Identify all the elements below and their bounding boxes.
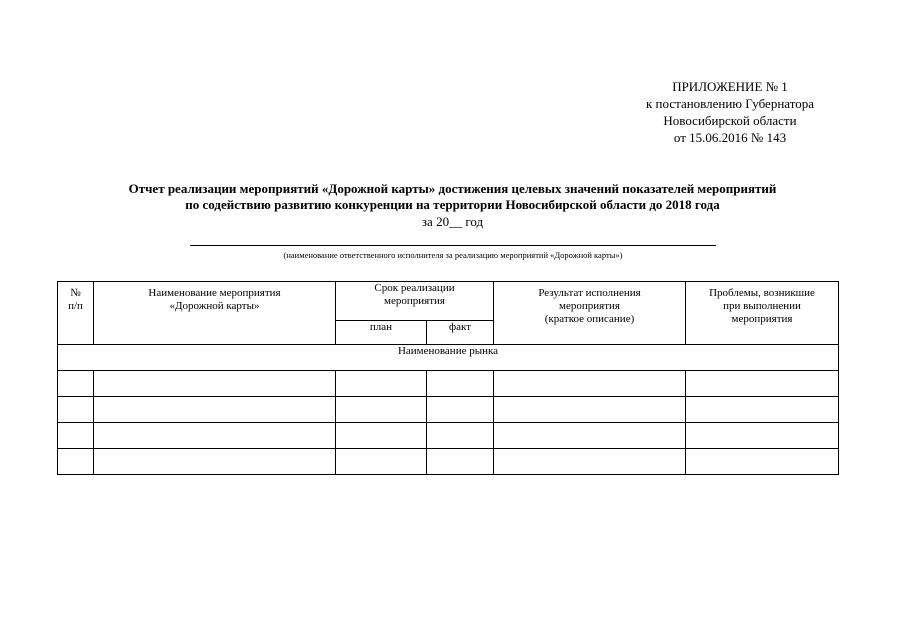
table-cell[interactable]	[58, 449, 94, 475]
report-period: за 20__ год	[421, 214, 484, 229]
table-cell[interactable]	[494, 423, 686, 449]
responsible-signature-line	[190, 245, 716, 246]
header-fact: факт	[427, 321, 494, 345]
table-cell[interactable]	[427, 371, 494, 397]
header-number-line-1: №	[70, 287, 81, 299]
table-section-row	[58, 345, 839, 371]
header-result-line-2: мероприятия	[559, 300, 620, 312]
header-problems-line-1: Проблемы, возникшие	[709, 287, 815, 299]
section-title: Наименование рынка	[58, 345, 839, 371]
header-result-line-3: (краткое описание)	[544, 313, 635, 325]
table-cell[interactable]	[686, 423, 839, 449]
table-row	[58, 449, 839, 475]
header-problems	[686, 282, 839, 345]
responsible-note: (наименование ответственного исполнителя за реализацию мероприятий «Дорожной карты»)	[283, 250, 623, 260]
report-table	[57, 281, 839, 475]
table-cell[interactable]	[336, 397, 427, 423]
table-cell[interactable]	[686, 371, 839, 397]
header-number-line-2: п/п	[68, 300, 83, 312]
header-problems-line-2: при выполнении	[723, 300, 801, 312]
header-result-line-1: Результат исполнения	[538, 287, 641, 299]
table-cell[interactable]	[336, 449, 427, 475]
table-cell[interactable]	[494, 371, 686, 397]
header-plan: план	[336, 321, 427, 345]
header-activity-line-1: Наименование мероприятия	[148, 287, 281, 299]
table-cell[interactable]	[494, 397, 686, 423]
table-cell[interactable]	[58, 371, 94, 397]
header-result	[494, 282, 686, 345]
table-cell[interactable]	[94, 449, 336, 475]
document-title	[40, 181, 865, 213]
table-cell[interactable]	[94, 423, 336, 449]
title-line-1: Отчет реализации мероприятий «Дорожной карты» достижения целевых значений показателей мероприятий	[128, 181, 777, 196]
table-cell[interactable]	[427, 397, 494, 423]
table-cell[interactable]	[494, 449, 686, 475]
header-deadline-line-1: Срок реализации	[374, 282, 455, 294]
header-deadline	[336, 282, 494, 321]
table-cell[interactable]	[94, 397, 336, 423]
table-cell[interactable]	[58, 397, 94, 423]
header-number	[58, 282, 94, 345]
header-problems-line-3: мероприятия	[731, 313, 793, 325]
table-row	[58, 371, 839, 397]
appendix-line-2: к постановлению Губернатора	[645, 96, 815, 111]
table-cell[interactable]	[58, 423, 94, 449]
table-row	[58, 397, 839, 423]
appendix-line-1: ПРИЛОЖЕНИЕ № 1	[672, 79, 788, 94]
table-cell[interactable]	[427, 423, 494, 449]
table-cell[interactable]	[336, 423, 427, 449]
appendix-line-4: от 15.06.2016 № 143	[673, 130, 787, 145]
table-cell[interactable]	[336, 371, 427, 397]
header-deadline-line-2: мероприятия	[384, 295, 445, 307]
appendix-line-3: Новосибирской области	[663, 113, 797, 128]
title-line-2: по содействию развитию конкуренции на территории Новосибирской области до 2018 года	[185, 197, 720, 212]
table-cell[interactable]	[427, 449, 494, 475]
table-row	[58, 423, 839, 449]
table-header-row	[58, 282, 839, 321]
header-activity-line-2: «Дорожной карты»	[169, 300, 260, 312]
table-cell[interactable]	[686, 449, 839, 475]
header-activity-name	[94, 282, 336, 345]
table-cell[interactable]	[686, 397, 839, 423]
appendix-header	[600, 78, 860, 146]
table-cell[interactable]	[94, 371, 336, 397]
